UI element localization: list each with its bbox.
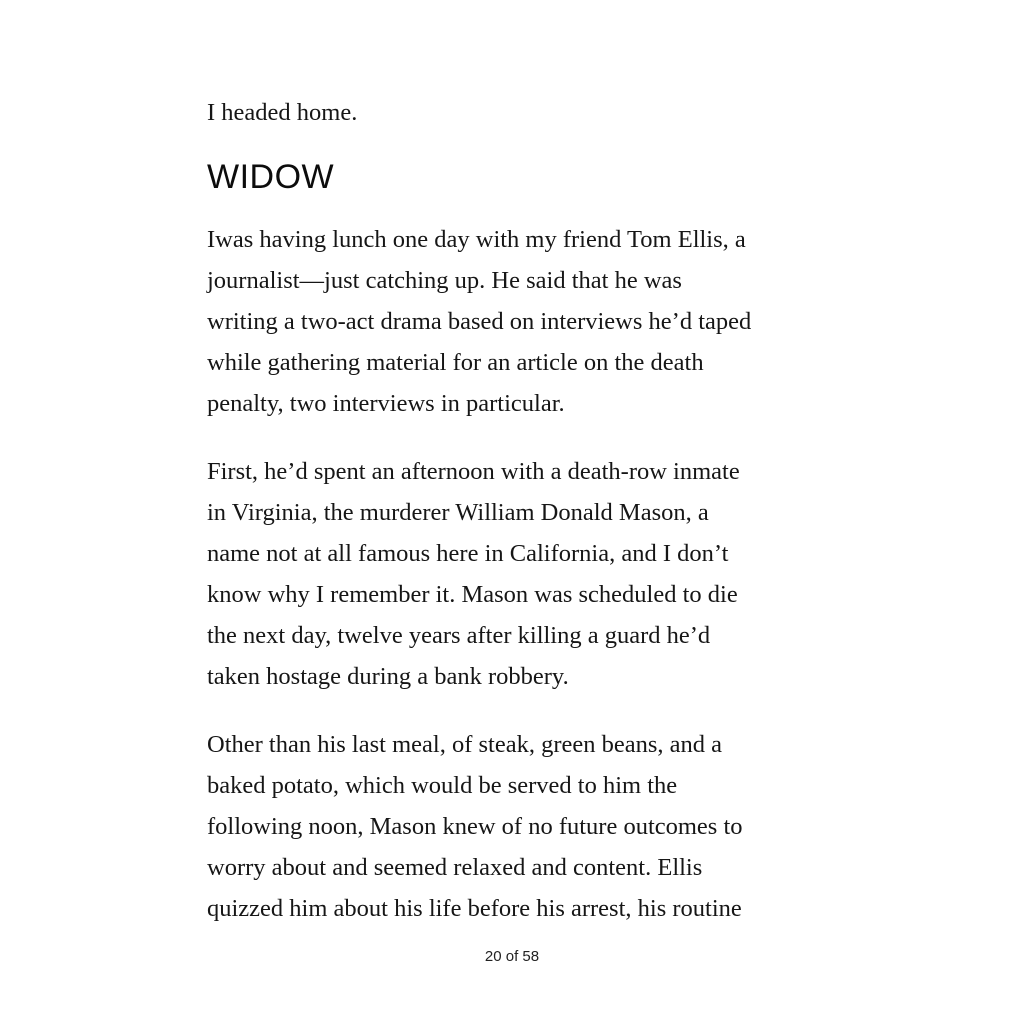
text-line: following noon, Mason knew of no future outcomes to xyxy=(207,813,743,840)
text-line: quizzed him about his life before his arrest, his routine xyxy=(207,895,742,922)
text-line: journalist—just catching up. He said that he was xyxy=(207,267,682,294)
text-line: know why I remember it. Mason was scheduled to die xyxy=(207,581,738,608)
text-line: First, he’d spent an afternoon with a death-row inmate xyxy=(207,458,740,485)
text-line: penalty, two interviews in particular. xyxy=(207,390,565,417)
paragraph xyxy=(207,219,827,424)
opening-line: I headed home. xyxy=(207,99,358,126)
paragraph xyxy=(207,724,827,929)
text-line: in Virginia, the murderer William Donald Mason, a xyxy=(207,499,709,526)
text-line: baked potato, which would be served to him the xyxy=(207,772,678,799)
text-line: name not at all famous here in California, and I don’t xyxy=(207,540,729,567)
paragraph xyxy=(207,451,827,697)
chapter-heading: WIDOW xyxy=(207,158,335,196)
page-indicator: 20 of 58 xyxy=(484,948,540,965)
text-line: writing a two-act drama based on interviews he’d taped xyxy=(207,308,752,335)
text-line: Iwas having lunch one day with my friend Tom Ellis, a xyxy=(207,226,746,253)
page-content xyxy=(207,92,827,956)
text-line: the next day, twelve years after killing a guard he’d xyxy=(207,622,711,649)
text-line: while gathering material for an article on the death xyxy=(207,349,704,376)
text-line: taken hostage during a bank robbery. xyxy=(207,663,569,690)
paragraphs xyxy=(207,219,827,929)
text-line: Other than his last meal, of steak, green beans, and a xyxy=(207,731,723,758)
text-line: worry about and seemed relaxed and content. Ellis xyxy=(207,854,703,881)
